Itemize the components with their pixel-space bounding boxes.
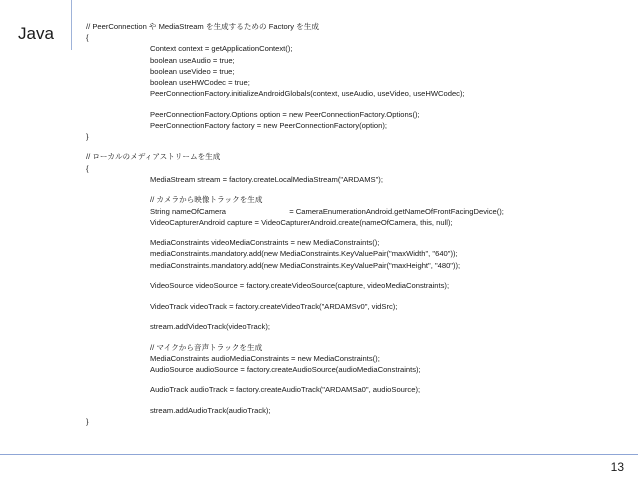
- blank-line: [86, 396, 626, 405]
- blank-line: [86, 228, 626, 237]
- code-line: // ローカルのメディアストリームを生成: [86, 152, 221, 162]
- code-line: MediaStream stream = factory.createLocalMediaStream("ARDAMS");: [150, 174, 383, 184]
- code-line: PeerConnectionFactory.initializeAndroidGlobals(context, useAudio, useVideo, useHWCodec);: [150, 89, 465, 99]
- code-listing: [86, 21, 626, 427]
- blank-line: [86, 312, 626, 321]
- code-line: // PeerConnection や MediaStream を生成するための Factory を生成: [86, 22, 319, 31]
- code-line: }: [86, 131, 89, 141]
- code-line: Context context = getApplicationContext();: [150, 44, 293, 54]
- code-line: VideoCapturerAndroid capture = VideoCapturerAndroid.create(nameOfCamera, this, null);: [150, 217, 453, 227]
- blank-line: [86, 185, 626, 194]
- code-line: {: [86, 163, 89, 173]
- code-line: AudioSource audioSource = factory.createAudioSource(audioMediaConstraints);: [150, 364, 421, 374]
- code-line: boolean useVideo = true;: [150, 66, 235, 76]
- code-line: mediaConstraints.mandatory.add(new MediaConstraints.KeyValuePair("maxWidth", "640"));: [150, 249, 458, 259]
- code-line: boolean useAudio = true;: [150, 55, 235, 65]
- code-line: mediaConstraints.mandatory.add(new MediaConstraints.KeyValuePair("maxHeight", "480"));: [150, 260, 461, 270]
- code-line: PeerConnectionFactory.Options option = new PeerConnectionFactory.Options();: [150, 109, 420, 119]
- code-line: // マイクから音声トラックを生成: [150, 342, 263, 352]
- slide-title: Java: [18, 24, 54, 43]
- code-line: String nameOfCamera = CameraEnumerationAndroid.getNameOfFrontFacingDevice();: [150, 206, 504, 216]
- blank-line: [86, 99, 626, 108]
- code-line: MediaConstraints audioMediaConstraints = new MediaConstraints();: [150, 353, 380, 363]
- title-divider: [71, 0, 72, 50]
- blank-line: [86, 332, 626, 341]
- code-line: PeerConnectionFactory factory = new PeerConnectionFactory(option);: [150, 120, 388, 130]
- code-line: VideoTrack videoTrack = factory.createVideoTrack("ARDAMSv0", vidSrc);: [150, 301, 398, 311]
- page-number: 13: [610, 460, 624, 474]
- code-line: // カメラから映像トラックを生成: [150, 195, 263, 205]
- code-line: AudioTrack audioTrack = factory.createAudioTrack("ARDAMSa0", audioSource);: [150, 385, 421, 395]
- code-line: MediaConstraints videoMediaConstraints = new MediaConstraints();: [150, 238, 380, 248]
- code-line: stream.addAudioTrack(audioTrack);: [150, 405, 271, 415]
- blank-line: [86, 375, 626, 384]
- code-line: VideoSource videoSource = factory.createVideoSource(capture, videoMediaConstraints);: [150, 281, 450, 291]
- blank-line: [86, 291, 626, 300]
- blank-line: [86, 271, 626, 280]
- code-line: {: [86, 33, 89, 43]
- footer-divider: [0, 454, 638, 455]
- code-line: }: [86, 417, 89, 427]
- code-line: stream.addVideoTrack(videoTrack);: [150, 322, 270, 332]
- code-line: boolean useHWCodec = true;: [150, 77, 250, 87]
- blank-line: [86, 142, 626, 151]
